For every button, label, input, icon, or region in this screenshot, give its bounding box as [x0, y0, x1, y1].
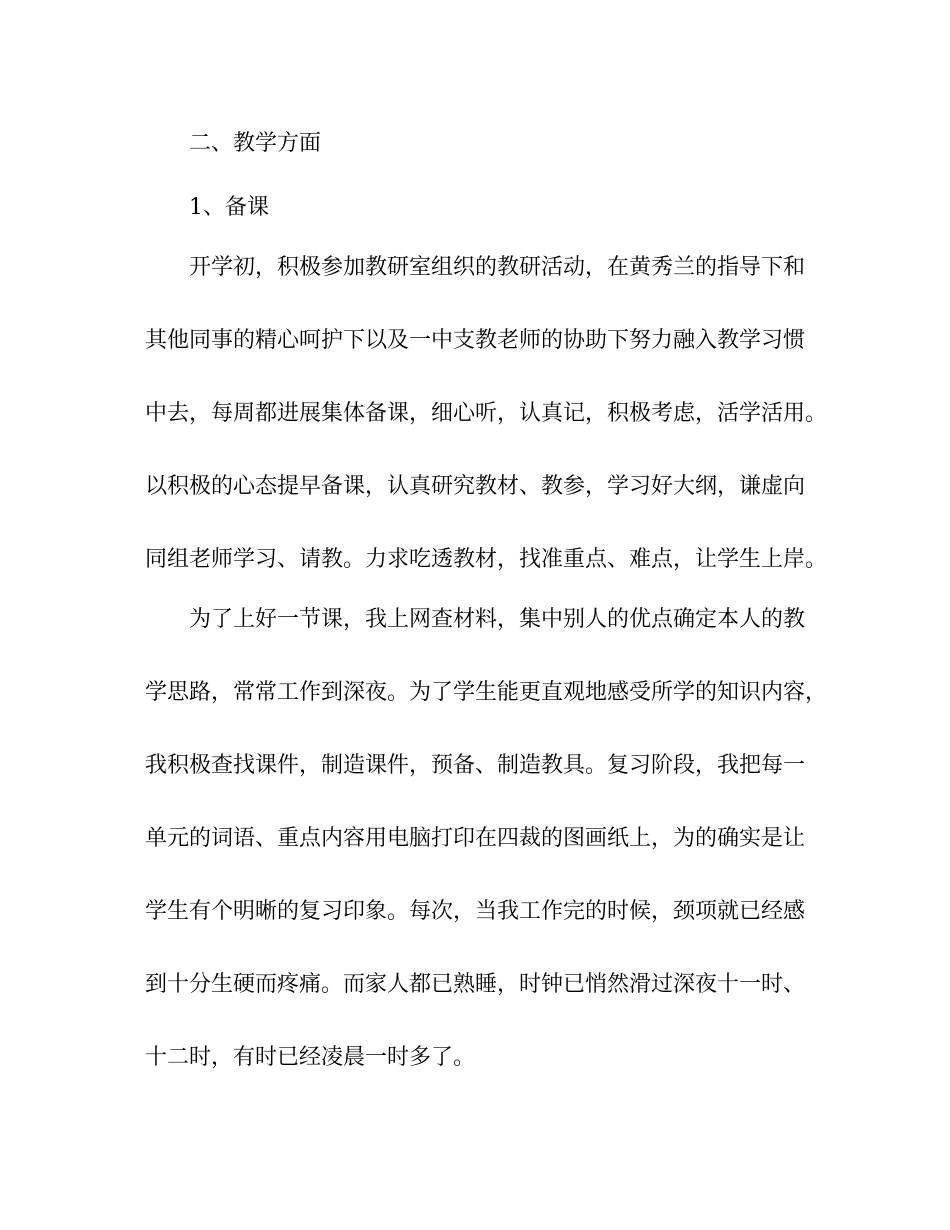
paragraph-line: 我积极查找课件，制造课件，预备、制造教具。复习阶段，我把每一 [145, 753, 806, 778]
paragraph-line: 到十分生硬而疼痛。而家人都已熟睡，时钟已悄然滑过深夜十一时、 [145, 972, 806, 997]
paragraph-line: 中去，每周都进展集体备课，细心听，认真记，积极考虑，活学活用。 [145, 401, 828, 426]
paragraph-line: 其他同事的精心呵护下以及一中支教老师的协助下努力融入教学习惯 [145, 328, 806, 353]
paragraph-line: 学生有个明晰的复习印象。每次，当我工作完的时候，颈项就已经感 [145, 899, 806, 924]
paragraph-line: 十二时，有时已经凌晨一时多了。 [145, 1045, 476, 1070]
paragraph-line: 学思路，常常工作到深夜。为了学生能更直观地感受所学的知识内容， [145, 680, 828, 705]
paragraph-line: 单元的词语、重点内容用电脑打印在四裁的图画纸上，为的确实是让 [145, 826, 806, 851]
paragraph-line: 为了上好一节课，我上网查材料，集中别人的优点确定本人的教 [189, 607, 806, 632]
paragraph-line: 以积极的心态提早备课，认真研究教材、教参，学习好大纲，谦虚向 [145, 474, 806, 499]
paragraph-line: 开学初，积极参加教研室组织的教研活动，在黄秀兰的指导下和 [189, 255, 806, 280]
subsection-heading: 1、备课 [189, 195, 269, 220]
paragraph-line: 同组老师学习、请教。力求吃透教材，找准重点、难点，让学生上岸。 [145, 547, 828, 572]
section-heading: 二、教学方面 [189, 131, 322, 156]
